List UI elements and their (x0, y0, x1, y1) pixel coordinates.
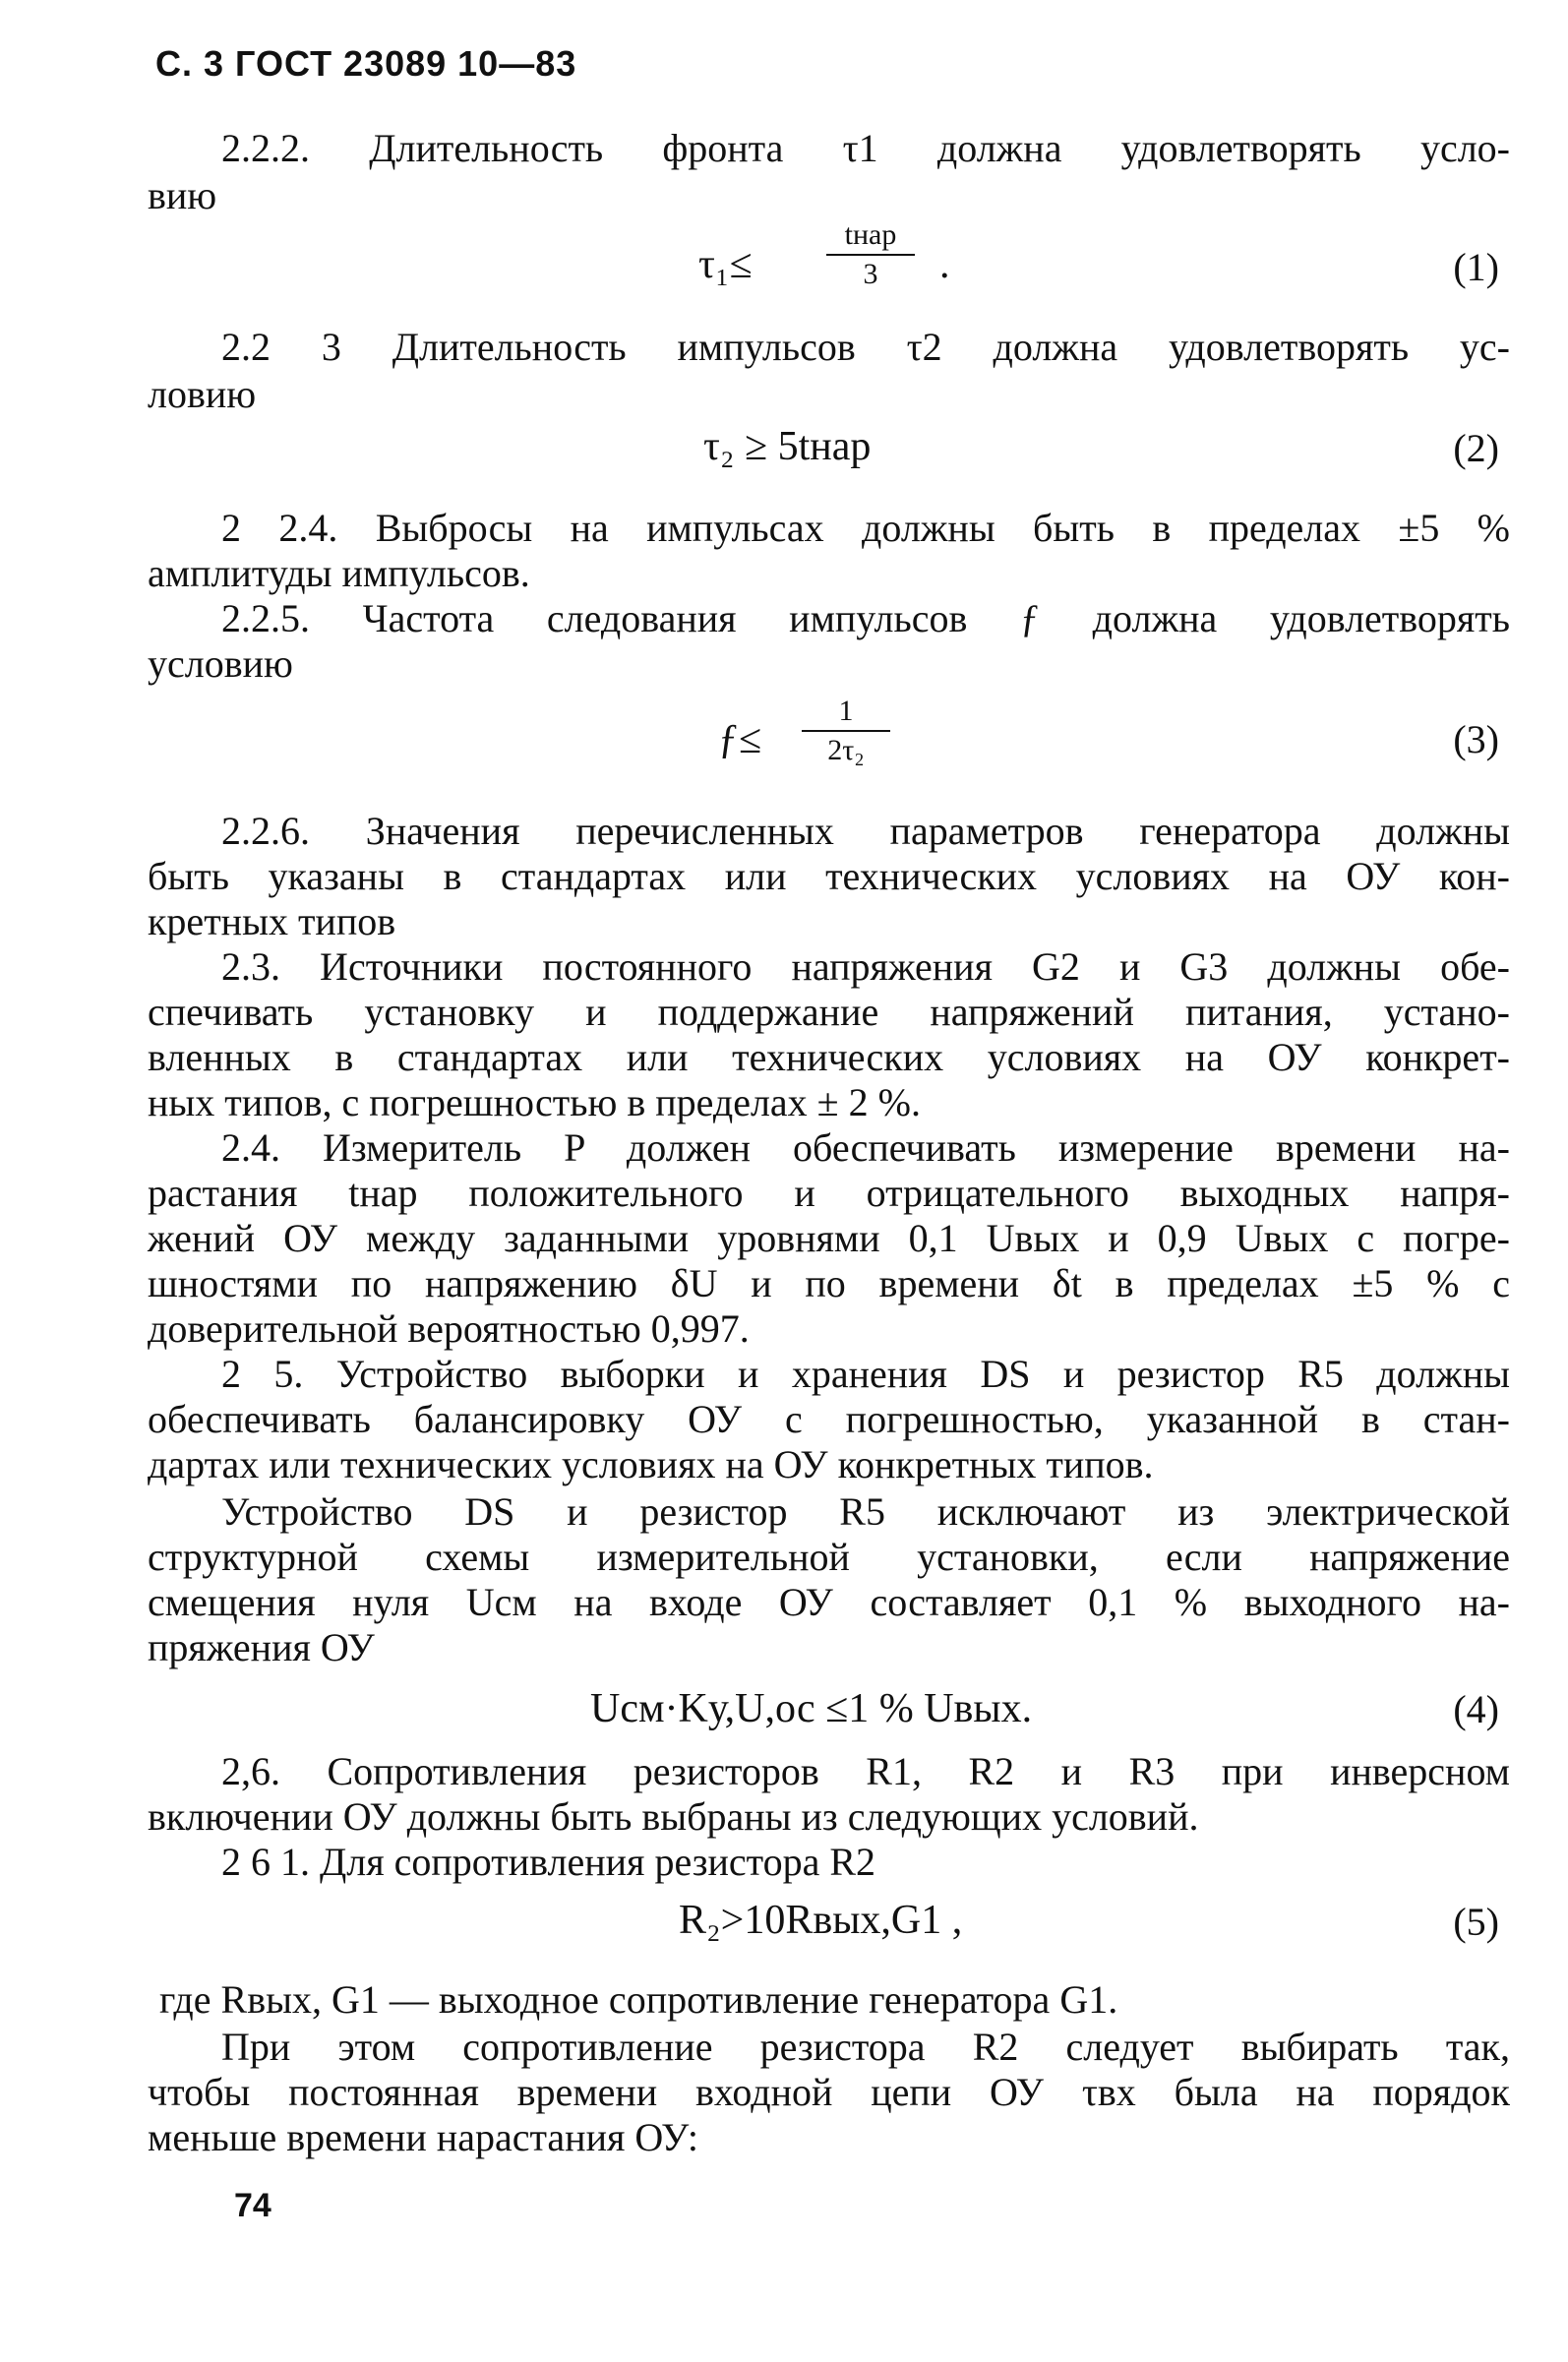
text-line: смещения нуля Uсм на входе ОУ составляет 0,1 % выходного на- (148, 1580, 1510, 1624)
text-line: условию (148, 641, 293, 686)
text-line: дартах или технических условиях на ОУ конкретных типов. (148, 1442, 1154, 1486)
text-line: 2.2.5. Частота следования импульсов ƒ должна удовлетворять (221, 596, 1510, 640)
formula-2: τ₂ ≥ 5tнар (703, 424, 872, 469)
text-line: амплитуды импульсов. (148, 551, 530, 595)
text-line: быть указаны в стандартах или технических условиях на ОУ кон- (148, 854, 1510, 898)
text-line: чтобы постоянная времени входной цепи ОУ τвх была на порядок (148, 2070, 1510, 2114)
formula-number: (4) (1453, 1687, 1499, 1731)
text-line: 2.2.6. Значения перечисленных параметров генератора должны (221, 809, 1510, 853)
formula-number: (1) (1453, 245, 1499, 289)
formula-number: (2) (1453, 426, 1499, 470)
text-line: пряжения ОУ (148, 1625, 375, 1669)
formula-5: R₂>10Rвых,G1 , (679, 1898, 963, 1943)
text-line: 2 2.4. Выбросы на импульсах должны быть в пределах ±5 % (221, 506, 1510, 550)
text-line: доверительной вероятностью 0,997. (148, 1306, 750, 1351)
text-line: 2 6 1. Для сопротивления резистора R2 (221, 1840, 876, 1884)
text-line: 2,6. Сопротивления резисторов R1, R2 и R3 при инверсном (221, 1749, 1510, 1793)
text-line: При этом сопротивление резистора R2 следует выбирать так, (221, 2025, 1510, 2069)
page-number: 74 (234, 2187, 271, 2224)
text-line: 2.3. Источники постоянного напряжения G2 и G3 должны обе- (221, 944, 1510, 989)
formula-3-fraction: 1 2τ₂ (802, 695, 890, 767)
text-line: Устройство DS и резистор R5 исключают из электрической (221, 1489, 1510, 1534)
text-line: спечивать установку и поддержание напряжений питания, устано- (148, 990, 1510, 1034)
text-line: 2.4. Измеритель P должен обеспечивать измерение времени на- (221, 1125, 1510, 1170)
text-line: 2.2.2. Длительность фронта τ1 должна удовлетворять усло- (221, 126, 1510, 170)
formula-number: (3) (1453, 717, 1499, 761)
text-line: 2 5. Устройство выборки и хранения DS и резистор R5 должны (221, 1352, 1510, 1396)
text-line: 2.2 3 Длительность импульсов τ2 должна удовлетворять ус- (221, 325, 1510, 369)
formula-4: Uсм·Kу,U,ос ≤1 % Uвых. (590, 1686, 1033, 1731)
text-line: вленных в стандартах или технических условиях на ОУ конкрет- (148, 1035, 1510, 1079)
text-line: растания tнар положительного и отрицательного выходных напря- (148, 1171, 1510, 1215)
formula-number: (5) (1453, 1900, 1499, 1944)
text-line: структурной схемы измерительной установки, если напряжение (148, 1535, 1510, 1579)
text-line: включении ОУ должны быть выбраны из следующих условий. (148, 1794, 1199, 1839)
text-line: где Rвых, G1 — выходное сопротивление генератора G1. (159, 1977, 1118, 2022)
text-line: ных типов, с погрешностью в пределах ± 2 %. (148, 1080, 921, 1124)
formula-1-fraction: tнар 3 (826, 218, 915, 291)
text-line: кретных типов (148, 899, 396, 943)
formula-1: τ₁≤ (698, 242, 753, 287)
formula-3: ƒ≤ (718, 717, 762, 762)
formula-1-tail: . (939, 242, 950, 287)
text-line: шностями по напряжению δU и по времени δt в пределах ±5 % с (148, 1261, 1510, 1305)
text-line: жений ОУ между заданными уровнями 0,1 Uвых и 0,9 Uвых с погре- (148, 1216, 1510, 1260)
text-line: меньше времени нарастания ОУ: (148, 2115, 698, 2159)
text-line: ловию (148, 372, 257, 416)
text-line: обеспечивать балансировку ОУ с погрешностью, указанной в стан- (148, 1397, 1510, 1441)
page-header: С. 3 ГОСТ 23089 10—83 (155, 43, 577, 84)
text-line: вию (148, 173, 217, 217)
